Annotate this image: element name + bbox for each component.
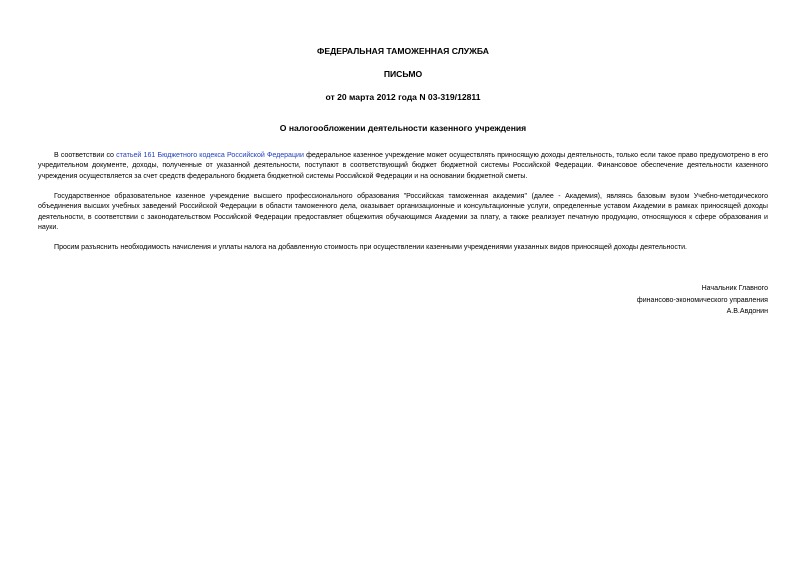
document-type: ПИСЬМО [383,69,423,79]
paragraph-1-text: федеральное казенное учреждение может осуществлять приносящую доходы деятельность, только если такое право предусмотрено в его учредительном документе, доходы, полученные от указанной деятельности, поступают в соответствующий бюджет бюджетной системы Российской Федерации. Финансовое обеспечение деятельности казенного учреждения осуществляется за счет средств федерального бюджета бюджетной системы Российской Федерации и на основании бюджетной сметы. [38,152,768,180]
document-page [38,0,768,571]
document-subject: О налогообложении деятельности казенного учреждения [279,123,527,133]
agency-title: ФЕДЕРАЛЬНАЯ ТАМОЖЕННАЯ СЛУЖБА [317,46,489,56]
paragraph-1-intro: В соответствии со [54,152,117,159]
signature-block [637,283,768,318]
paragraph-2: Государственное образовательное казенное учреждение высшего профессионального образования "Российская таможенная академия" (далее - Академия), являясь базовым вузом Учебно-методического объединения высших учебных заведений Российской Федерации в области таможенного дела, оказывает организационные и консультационные услуги, определенные уставом Академии в рамках приносящей доходы деятельности, в соответствии с законодательством Российской Федерации предоставляет общежития обучающимся Академии за плату, а также реализует печатную продукцию, относящуюся к сфере образования и науки. [38,193,768,231]
paragraph-3: Просим разъяснить необходимость начисления и уплаты налога на добавленную стоимость при осуществлении казенными учреждениями указанных видов приносящей доходы деятельности. [54,244,687,251]
document-date-number: от 20 марта 2012 года N 03-319/12811 [325,92,481,102]
signatory-title-line-2: финансово-экономического управления [636,296,768,304]
budget-code-article-link[interactable]: статьей 161 Бюджетного кодекса Российской Федерации [116,152,304,159]
paragraph-1 [38,151,768,182]
signatory-name: А.В.Авдонин [726,308,768,315]
signatory-title-line-1: Начальник Главного [701,285,768,292]
